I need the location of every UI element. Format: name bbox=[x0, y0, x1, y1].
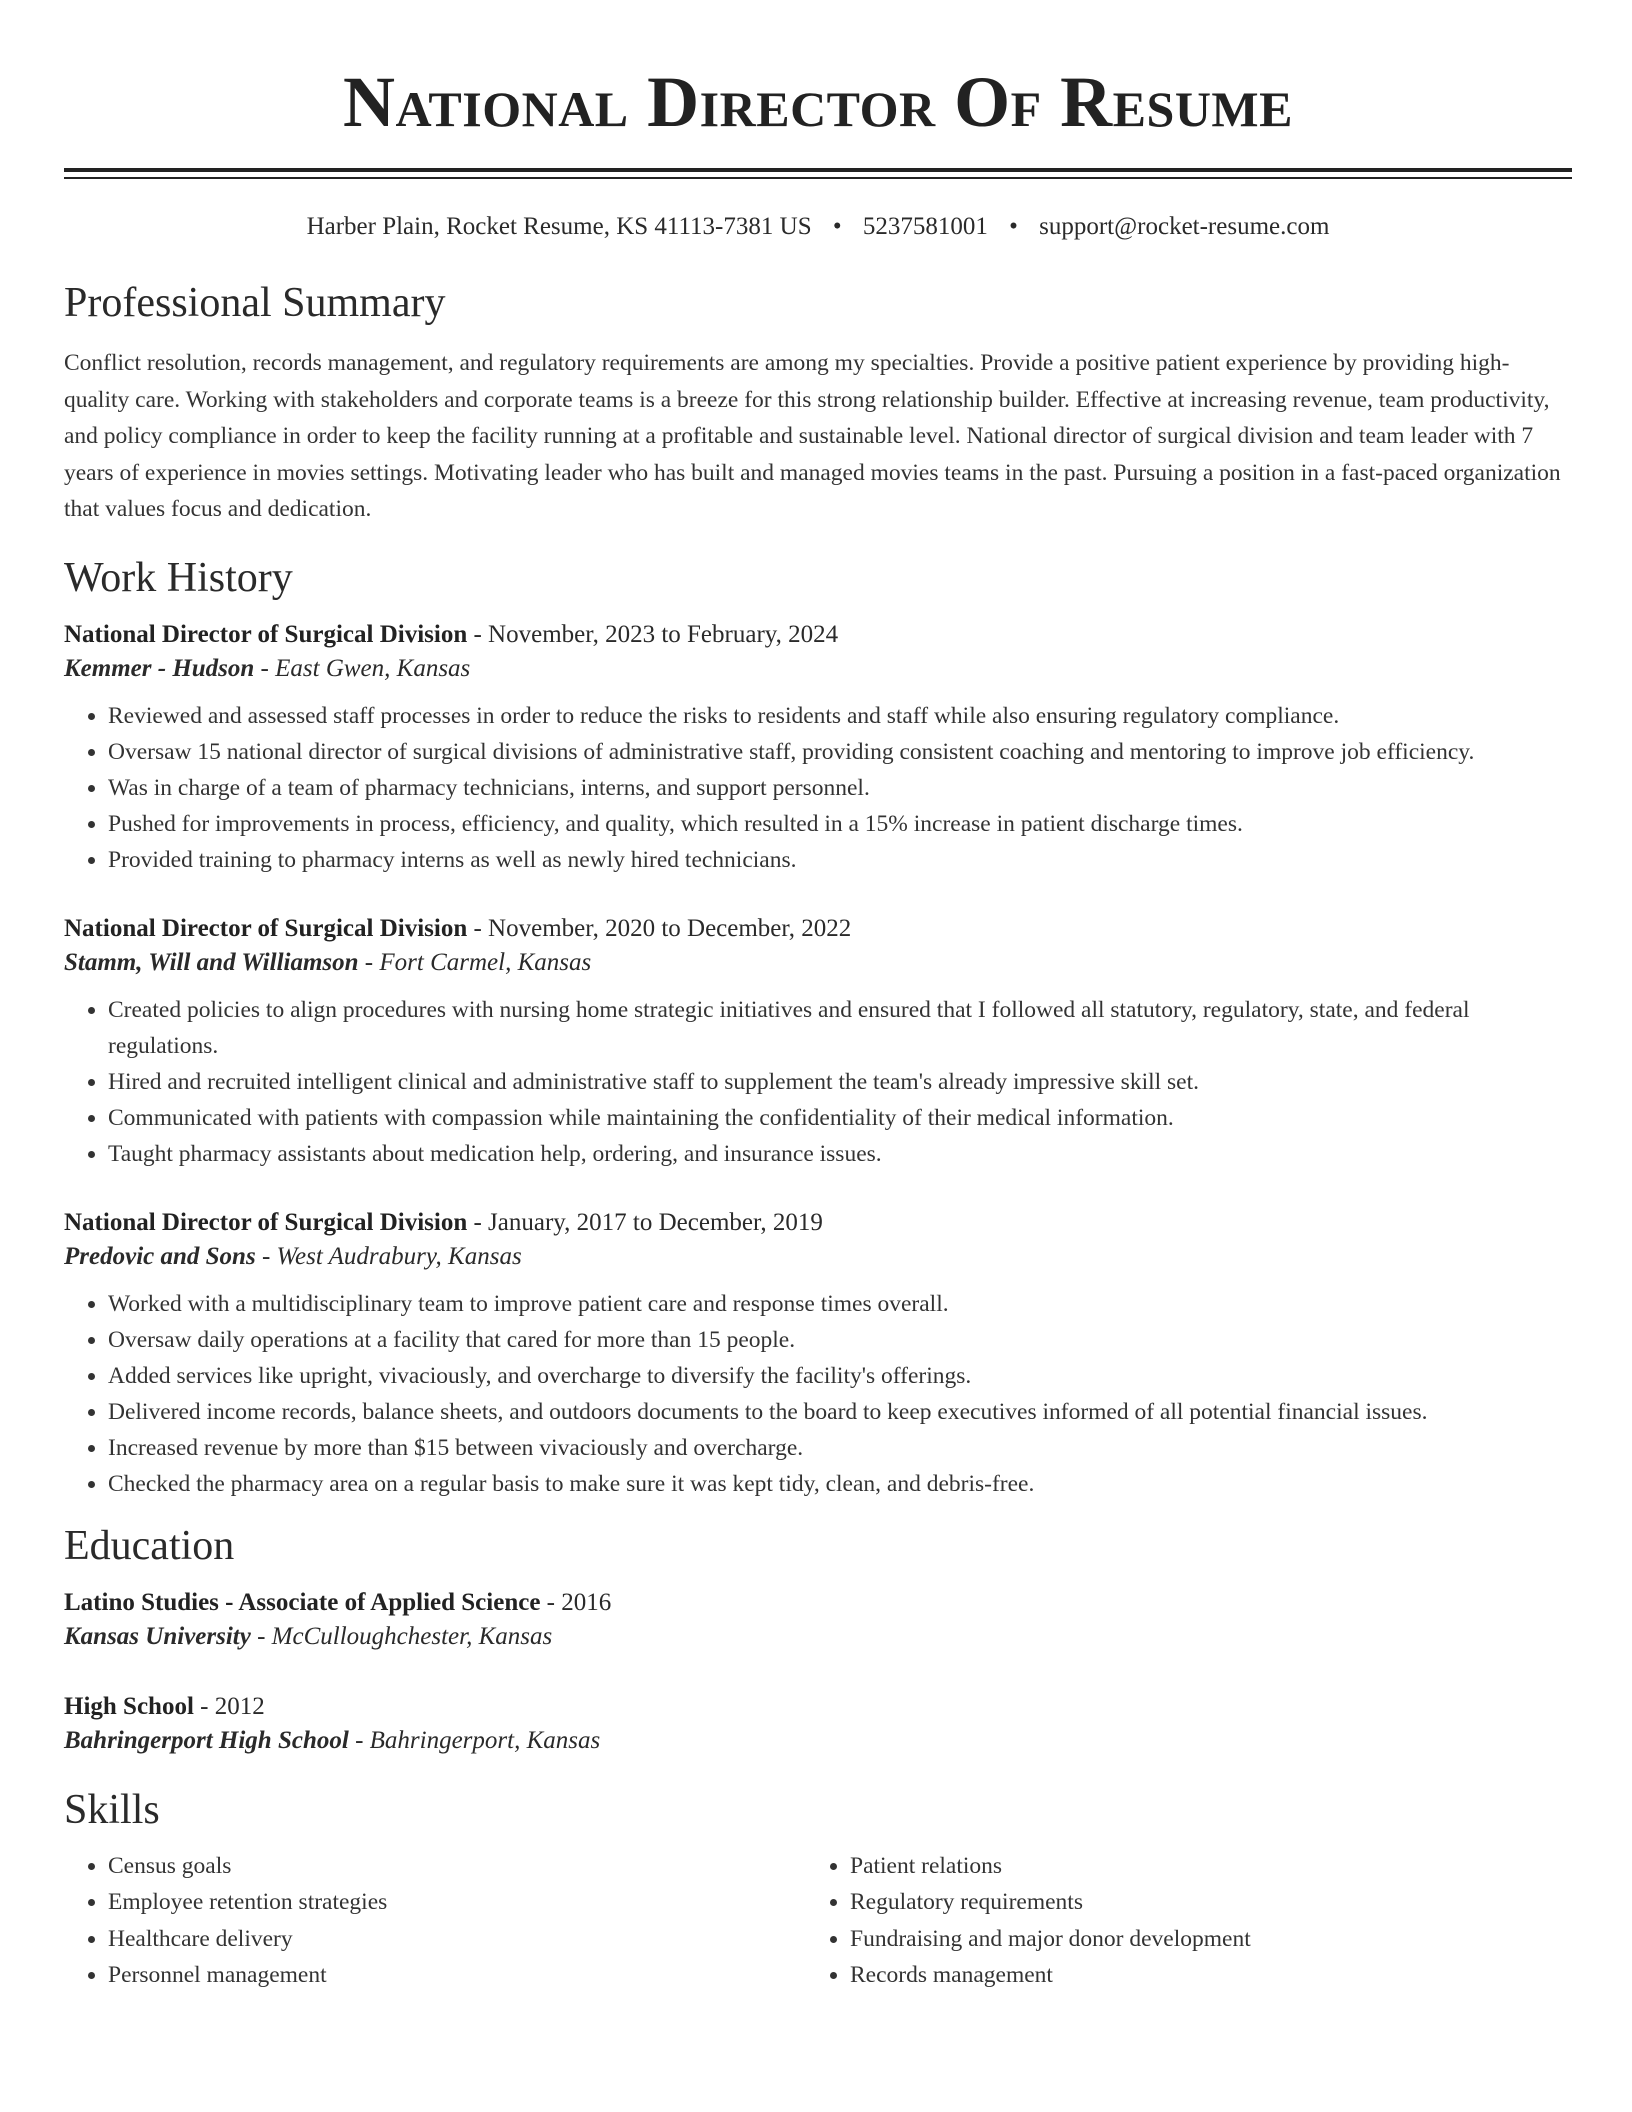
list-item: • Increased revenue by more than $15 between vivaciously and overcharge. bbox=[108, 1430, 1572, 1466]
resume-page bbox=[64, 0, 1572, 1994]
education-entry bbox=[64, 1586, 1572, 1654]
list-item: • Records management bbox=[850, 1957, 1548, 1994]
job-dates: - January, 2017 to December, 2019 bbox=[467, 1208, 823, 1236]
phone: 5237581001 bbox=[862, 213, 988, 240]
section-title-skills: Skills bbox=[64, 1786, 160, 1833]
email: support@rocket-resume.com bbox=[1039, 213, 1330, 240]
job-company: Stamm, Will and Williamson bbox=[64, 948, 359, 976]
skills-list-right bbox=[806, 1848, 1548, 1994]
separator-dot: • bbox=[1009, 213, 1018, 240]
contact-line bbox=[64, 211, 1572, 243]
job-role: National Director of Surgical Division bbox=[64, 1208, 468, 1236]
list-item: • Pushed for improvements in process, efficiency, and quality, which resulted in a 15% increase in patient discharge times. bbox=[108, 806, 1572, 842]
list-item: • Created policies to align procedures with nursing home strategic initiatives and ensured that I followed all statutory, regulatory, state, and federal regulations. bbox=[108, 992, 1572, 1064]
separator-dot: • bbox=[832, 213, 842, 240]
job-location: - West Audrabury, Kansas bbox=[255, 1242, 522, 1270]
education-school-line bbox=[64, 1724, 1572, 1758]
summary-section bbox=[64, 277, 1572, 528]
job-dates: - November, 2020 to December, 2022 bbox=[467, 914, 852, 942]
education-section bbox=[64, 1520, 1572, 1758]
list-item: • Census goals bbox=[108, 1848, 806, 1885]
education-header bbox=[64, 1586, 1572, 1620]
list-item: • Personnel management bbox=[108, 1957, 806, 1994]
job-entry bbox=[64, 1206, 1572, 1502]
job-company: Kemmer - Hudson bbox=[64, 654, 255, 682]
education-header bbox=[64, 1690, 1572, 1724]
list-item: • Hired and recruited intelligent clinical and administrative staff to supplement the team's already impressive skill set. bbox=[108, 1064, 1572, 1100]
list-item: • Reviewed and assessed staff processes in order to reduce the risks to residents and staff while also ensuring regulatory compliance. bbox=[108, 698, 1572, 734]
job-location: - East Gwen, Kansas bbox=[254, 654, 471, 682]
job-bullets bbox=[64, 1286, 1572, 1502]
list-item: • Provided training to pharmacy interns as well as newly hired technicians. bbox=[108, 842, 1572, 878]
skills-section bbox=[64, 1784, 1572, 1994]
job-company-line bbox=[64, 1240, 1572, 1274]
list-item: • Worked with a multidisciplinary team to improve patient care and response times overall. bbox=[108, 1286, 1572, 1322]
list-item: • Communicated with patients with compassion while maintaining the confidentiality of their medical information. bbox=[108, 1100, 1572, 1136]
education-degree: High School bbox=[64, 1692, 194, 1720]
job-role: National Director of Surgical Division bbox=[64, 914, 468, 942]
list-item: • Added services like upright, vivaciously, and overcharge to diversify the facility's offerings. bbox=[108, 1358, 1572, 1394]
education-year: - 2016 bbox=[540, 1588, 612, 1616]
job-header bbox=[64, 618, 1572, 652]
list-item: • Checked the pharmacy area on a regular basis to make sure it was kept tidy, clean, and debris-free. bbox=[108, 1466, 1572, 1502]
resume-title: National Director Of Resume bbox=[343, 62, 1293, 142]
job-header bbox=[64, 1206, 1572, 1240]
list-item: • Oversaw daily operations at a facility that cared for more than 15 people. bbox=[108, 1322, 1572, 1358]
education-school-line bbox=[64, 1620, 1572, 1654]
section-title-work: Work History bbox=[64, 554, 293, 601]
job-bullets bbox=[64, 992, 1572, 1172]
header-divider-thin bbox=[64, 177, 1572, 179]
job-role: National Director of Surgical Division bbox=[64, 620, 468, 648]
list-item: • Taught pharmacy assistants about medication help, ordering, and insurance issues. bbox=[108, 1136, 1572, 1172]
list-item: • Patient relations bbox=[850, 1848, 1548, 1885]
list-item: • Employee retention strategies bbox=[108, 1884, 806, 1921]
list-item: • Delivered income records, balance sheets, and outdoors documents to the board to keep executives informed of all potential financial issues. bbox=[108, 1394, 1572, 1430]
job-entry bbox=[64, 912, 1572, 1172]
job-company: Predovic and Sons bbox=[64, 1242, 256, 1270]
section-title-education: Education bbox=[64, 1522, 235, 1569]
skills-list-left bbox=[64, 1848, 806, 1994]
education-degree: Latino Studies - Associate of Applied Science bbox=[64, 1588, 541, 1616]
skills-columns bbox=[64, 1848, 1572, 1994]
summary-text: Conflict resolution, records management, and regulatory requirements are among my specialties. Provide a positive patient experience by providing high-quality care. Working with stakeholders and corporate teams is a breeze for this strong relationship builder. Effective at increasing revenue, team productivity, and policy compliance in order to keep the facility running at a profitable and sustainable level. National director of surgical division and team leader with 7 years of experience in movies settings. Motivating leader who has built and managed movies teams in the past. Pursuing a position in a fast-paced organization that values focus and dedication. bbox=[64, 350, 1561, 522]
list-item: • Regulatory requirements bbox=[850, 1884, 1548, 1921]
education-location: - McCulloughchester, Kansas bbox=[250, 1622, 553, 1650]
education-entry bbox=[64, 1690, 1572, 1758]
list-item: • Oversaw 15 national director of surgical divisions of administrative staff, providing consistent coaching and mentoring to improve job efficiency. bbox=[108, 734, 1572, 770]
job-company-line bbox=[64, 946, 1572, 980]
job-entry bbox=[64, 618, 1572, 878]
education-school: Kansas University bbox=[64, 1622, 251, 1650]
education-school: Bahringerport High School bbox=[64, 1726, 349, 1754]
section-title-summary: Professional Summary bbox=[64, 280, 446, 326]
list-item: • Was in charge of a team of pharmacy technicians, interns, and support personnel. bbox=[108, 770, 1572, 806]
list-item: • Fundraising and major donor development bbox=[850, 1921, 1548, 1958]
job-company-line bbox=[64, 652, 1572, 686]
job-location: - Fort Carmel, Kansas bbox=[358, 948, 592, 976]
work-history-section bbox=[64, 552, 1572, 1502]
job-dates: - November, 2023 to February, 2024 bbox=[467, 620, 839, 648]
list-item: • Healthcare delivery bbox=[108, 1921, 806, 1958]
address: Harber Plain, Rocket Resume, KS 41113-7381 US bbox=[306, 213, 812, 240]
job-bullets bbox=[64, 698, 1572, 878]
job-header bbox=[64, 912, 1572, 946]
education-location: - Bahringerport, Kansas bbox=[348, 1726, 601, 1754]
education-year: - 2012 bbox=[193, 1692, 265, 1720]
